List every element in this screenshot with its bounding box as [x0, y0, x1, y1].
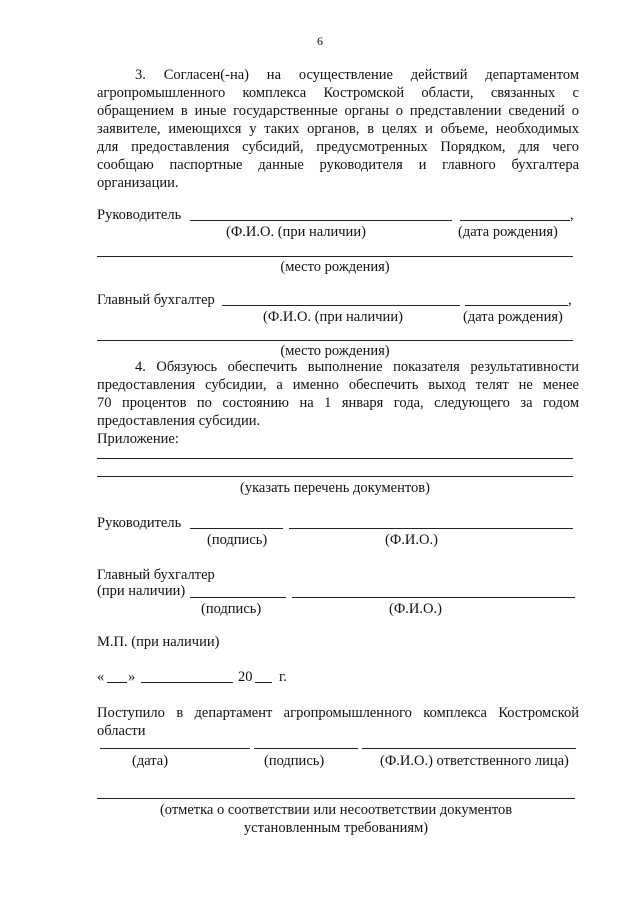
sign-accountant-fio-line[interactable] [292, 597, 575, 598]
page-number: 6 [317, 34, 323, 48]
paragraph-4-line-2: предоставления субсидии, а именно обеспечить выход телят не менее [97, 377, 579, 393]
sign-head-fio-line[interactable] [289, 528, 573, 529]
date-month-line[interactable] [141, 682, 233, 683]
head-dob-caption: (дата рождения) [458, 224, 558, 240]
date-century: 20 [238, 669, 253, 685]
head-pob-caption: (место рождения) [280, 259, 390, 275]
sign-head-label: Руководитель [97, 515, 182, 531]
sign-accountant-label: Главный бухгалтер [97, 567, 215, 583]
sign-head-signature-caption: (подпись) [207, 532, 268, 548]
compliance-note-line-1: (отметка о соответствии или несоответствии документов [159, 802, 513, 818]
accountant-pob-line[interactable] [97, 340, 573, 341]
sign-accountant-signature-line[interactable] [190, 597, 286, 598]
sign-accountant-fio-caption: (Ф.И.О.) [389, 601, 442, 617]
paragraph-4-line-1: 4. Обязуюсь обеспечить выполнение показателя результативности [135, 359, 579, 375]
head-fio-line[interactable] [190, 220, 452, 221]
compliance-note-line-2: установленным требованиям) [243, 820, 429, 836]
accountant-comma: , [568, 292, 572, 308]
paragraph-3-line-6: сообщаю паспортные данные руководителя и главного бухгалтера [97, 157, 579, 173]
received-fio-caption: (Ф.И.О.) ответственного лица) [380, 753, 569, 769]
accountant-label: Главный бухгалтер [97, 292, 215, 308]
date-year-suffix: г. [279, 669, 287, 685]
appendix-line-1[interactable] [97, 458, 573, 459]
appendix-caption: (указать перечень документов) [240, 480, 430, 496]
received-date-line[interactable] [100, 748, 250, 749]
paragraph-3-line-5: для предоставления субсидий, предусмотренных Порядком, для чего [97, 139, 579, 155]
appendix-line-2[interactable] [97, 476, 573, 477]
received-line-2: области [97, 723, 146, 739]
date-year-line[interactable] [255, 682, 272, 683]
head-label: Руководитель [97, 207, 182, 223]
accountant-dob-line[interactable] [465, 305, 568, 306]
received-fio-line[interactable] [362, 748, 576, 749]
stamp-label: М.П. (при наличии) [97, 634, 220, 650]
accountant-fio-caption: (Ф.И.О. (при наличии) [263, 309, 403, 325]
compliance-mark-line[interactable] [97, 798, 575, 799]
head-comma: , [570, 207, 574, 223]
appendix-label: Приложение: [97, 431, 179, 447]
head-pob-line[interactable] [97, 256, 573, 257]
sign-head-fio-caption: (Ф.И.О.) [385, 532, 438, 548]
date-close-quote: » [128, 669, 136, 685]
received-line-1: Поступило в департамент агропромышленного комплекса Костромской [97, 705, 579, 721]
received-signature-caption: (подпись) [264, 753, 325, 769]
accountant-fio-line[interactable] [222, 305, 460, 306]
accountant-dob-caption: (дата рождения) [463, 309, 563, 325]
sign-accountant-label-note: (при наличии) [97, 583, 186, 599]
date-open-quote: « [97, 669, 105, 685]
received-date-caption: (дата) [132, 753, 169, 769]
received-signature-line[interactable] [254, 748, 358, 749]
paragraph-3-line-1: 3. Согласен(-на) на осуществление действий департаментом [135, 67, 579, 83]
sign-accountant-signature-caption: (подпись) [201, 601, 262, 617]
paragraph-4-last-line: предоставления субсидии. [97, 413, 261, 429]
paragraph-3-last-line: организации. [97, 175, 179, 191]
paragraph-3-line-3: обращением в иные государственные органы о представлении сведений о [97, 103, 579, 119]
paragraph-4-line-3: 70 процентов по состоянию на 1 января года, следующего за годом [97, 395, 579, 411]
paragraph-3-line-4: заявителе, имеющихся у таких органов, в целях и объеме, необходимых [97, 121, 579, 137]
sign-head-signature-line[interactable] [190, 528, 283, 529]
head-dob-line[interactable] [460, 220, 570, 221]
head-fio-caption: (Ф.И.О. (при наличии) [226, 224, 366, 240]
paragraph-3-line-2: агропромышленного комплекса Костромской области, связанных с [97, 85, 579, 101]
accountant-pob-caption: (место рождения) [280, 343, 390, 359]
date-day-line[interactable] [107, 682, 127, 683]
